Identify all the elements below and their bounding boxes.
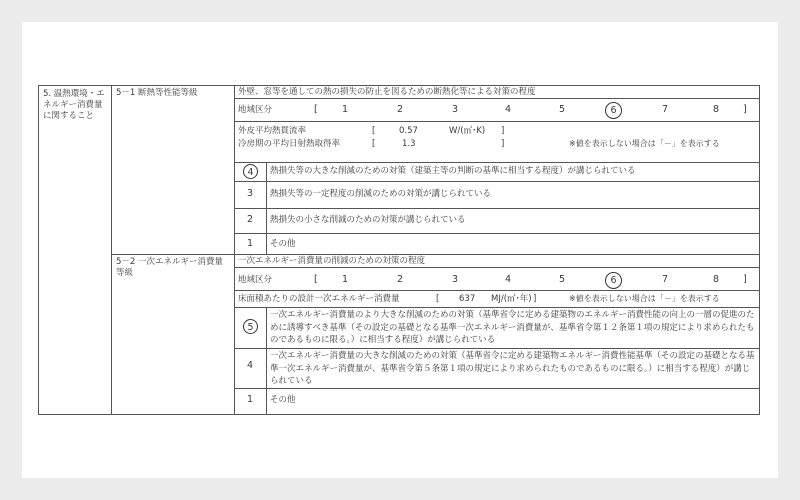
- row-line: [234, 162, 759, 163]
- section-heading: 5. 温熱環境・エネルギー消費量に関すること: [43, 89, 105, 122]
- row-line: [234, 290, 759, 291]
- eta-bracket-open: [: [372, 139, 376, 149]
- sub1-region-5: 5: [558, 104, 566, 115]
- sub1-note: ※値を表示しない場合は「－」を表示する: [569, 139, 720, 148]
- grade-1b-text: その他: [270, 395, 296, 405]
- ua-bracket-open: [: [372, 126, 376, 136]
- row-line: [234, 348, 759, 349]
- sub2-region-4: 4: [504, 274, 512, 285]
- grade-col-divider-2: [266, 307, 267, 414]
- eta-value: 1.3: [402, 139, 416, 149]
- sub1-region-3: 3: [451, 104, 459, 115]
- row-line: [234, 307, 759, 308]
- sub1-region-label: 地域区分: [238, 105, 273, 115]
- sub2-region-2: 2: [396, 274, 404, 285]
- ua-value: 0.57: [399, 126, 418, 136]
- eta-bracket-close: ]: [501, 139, 505, 149]
- floor-bracket-open: [: [436, 294, 440, 304]
- sub2-region-7: 7: [661, 274, 669, 285]
- row-line: [234, 208, 759, 209]
- sub2-note: ※値を表示しない場合は「－」を表示する: [569, 294, 720, 303]
- row-line: [234, 388, 759, 389]
- sub2-region-6-selected: 6: [605, 272, 622, 289]
- sub2-title: 一次エネルギー消費量の削減のための対策の程度: [238, 256, 426, 266]
- performance-table: [38, 85, 760, 415]
- eta-label: 冷房期の平均日射熱取得率: [238, 139, 341, 149]
- sub2-region-label: 地域区分: [238, 275, 273, 285]
- sub1-bracket-open: [: [314, 104, 318, 115]
- grade-4-circled: 4: [243, 164, 258, 179]
- sub1-title: 外壁、窓等を通しての熱の損失の防止を図るための断熱化等による対策の程度: [238, 87, 536, 97]
- grade-4b-num: 4: [246, 360, 254, 371]
- sub1-label: 5－1 断熱等性能等級: [116, 88, 198, 98]
- row-line: [234, 181, 759, 182]
- grade-1-num: 1: [246, 238, 254, 249]
- sub1-region-6-selected: 6: [605, 102, 622, 119]
- row-line: [234, 267, 759, 268]
- grade-1-text: その他: [270, 239, 296, 249]
- floor-label: 床面積あたりの設計一次エネルギー消費量: [238, 294, 400, 304]
- sub1-region-2: 2: [396, 104, 404, 115]
- sub2-region-5: 5: [558, 274, 566, 285]
- grade-4-text: 熱損失等の大きな削減のための対策（建築主等の判断の基準に相当する程度）が講じられている: [270, 166, 636, 176]
- grade-2-num: 2: [246, 214, 254, 225]
- sub1-bracket-close: ]: [743, 104, 747, 115]
- sub1-region-1: 1: [341, 104, 349, 115]
- sub1-region-4: 4: [504, 104, 512, 115]
- sub1-region-8: 8: [712, 104, 720, 115]
- sub1-region-7: 7: [661, 104, 669, 115]
- grade-5-circled: 5: [243, 319, 258, 334]
- row-line: [234, 121, 759, 122]
- ua-unit: W/(㎡･K): [449, 126, 486, 136]
- row-line: [234, 98, 759, 99]
- grade-4b-text: 一次エネルギー消費量の大きな削減のための対策（基準省令に定める建築物エネルギー消費性能基準（その設定の基礎となる基準一次エネルギー消費量が、基準省令第５条第１項の規定により求められたものであるものに限る。）に相当する程度）が講じられている: [270, 351, 755, 386]
- sub2-region-3: 3: [451, 274, 459, 285]
- grade-2-text: 熱損失の小さな削減のための対策が講じられている: [270, 215, 466, 225]
- grade-3-num: 3: [246, 188, 254, 199]
- ua-label: 外皮平均熱貫流率: [238, 126, 307, 136]
- grade-1b-num: 1: [246, 394, 254, 405]
- sub2-bracket-open: [: [314, 274, 318, 285]
- sub2-region-8: 8: [712, 274, 720, 285]
- floor-unit: MJ/(㎡･年): [491, 294, 532, 304]
- row-line: [234, 233, 759, 234]
- grade-3-text: 熱損失等の一定程度の削減のための対策が講じられている: [270, 189, 492, 199]
- sub2-region-1: 1: [341, 274, 349, 285]
- ua-bracket-close: ]: [501, 126, 505, 136]
- floor-bracket-close: ]: [533, 294, 537, 304]
- col-divider-2: [234, 86, 235, 414]
- floor-value: 637: [459, 294, 476, 304]
- sub2-bracket-close: ]: [743, 274, 747, 285]
- sub2-label: 5－2 一次エネルギー消費量等級: [116, 257, 224, 278]
- grade-5-text: 一次エネルギー消費量のより大きな削減のための対策（基準省令に定める建築物のエネルギー消費性能の向上の一層の促進のために誘導すべき基準（その設定の基礎となる基準一次エネルギー消費量が、基準省令第１２条第１項の規定により求められたものであるものに限る。）に相当する程度）が講じられている: [270, 310, 755, 345]
- col-divider-1: [111, 86, 112, 414]
- section-line: [111, 254, 759, 255]
